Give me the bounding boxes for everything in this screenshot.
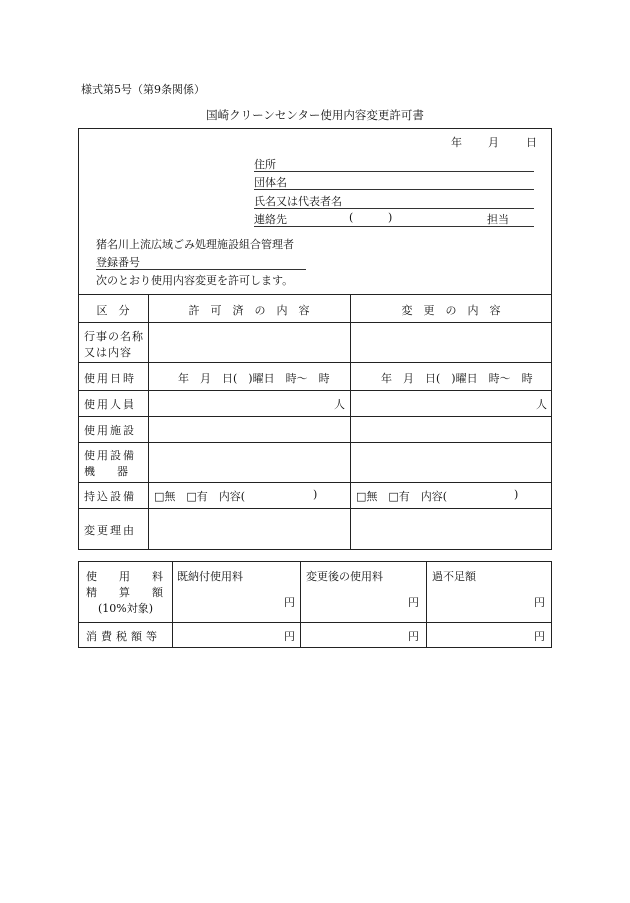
tax-after-yen: 円 xyxy=(408,630,419,643)
address-label: 住所 xyxy=(254,158,276,171)
fee-after-header: 変更後の使用料 xyxy=(306,570,383,583)
row-line xyxy=(78,442,552,443)
row-label-facility: 使用施設 xyxy=(84,424,136,437)
datetime-changed[interactable]: 年 月 日( )曜日 時～ 時 xyxy=(381,372,533,385)
datetime-approved[interactable]: 年 月 日( )曜日 時～ 時 xyxy=(178,372,330,385)
contact-paren-open: ( xyxy=(349,211,354,224)
statement-text: 次のとおり使用内容変更を許可します。 xyxy=(96,274,294,287)
tax-diff-yen: 円 xyxy=(534,630,545,643)
group-label: 団体名 xyxy=(254,176,287,189)
col-line xyxy=(350,294,351,550)
tax-paid-yen: 円 xyxy=(284,630,295,643)
table-top-line xyxy=(78,294,552,295)
bring-changed[interactable]: □無 □有 内容( xyxy=(356,490,448,503)
fee-label-1: 使 用 料 xyxy=(86,570,163,583)
contact-label: 連絡先 xyxy=(254,213,287,226)
fee-col-line xyxy=(426,561,427,648)
header-changed: 変 更 の 内 容 xyxy=(401,304,501,317)
row-label-event-1: 行事の名称 xyxy=(84,330,144,343)
registration-line[interactable] xyxy=(96,269,306,270)
row-line xyxy=(78,322,552,323)
date-month: 月 xyxy=(488,136,499,149)
row-label-bring: 持込設備 xyxy=(84,490,136,503)
row-line xyxy=(78,390,552,391)
person-in-charge-label: 担当 xyxy=(487,213,509,226)
fee-paid-yen: 円 xyxy=(284,596,295,609)
header-approved: 許 可 済 の 内 容 xyxy=(188,304,310,317)
date-day: 日 xyxy=(526,136,537,149)
group-line[interactable] xyxy=(254,189,534,190)
bring-approved[interactable]: □無 □有 内容( xyxy=(154,490,246,503)
row-label-people: 使用人員 xyxy=(84,398,136,411)
row-line xyxy=(78,416,552,417)
people-unit-changed: 人 xyxy=(536,398,547,411)
row-label-datetime: 使用日時 xyxy=(84,372,136,385)
registration-label: 登録番号 xyxy=(96,256,140,269)
row-line xyxy=(78,508,552,509)
fee-diff-header: 過不足額 xyxy=(432,570,476,583)
col-line xyxy=(148,294,149,550)
main-form-box xyxy=(78,128,552,550)
fee-label-3: (10%対象) xyxy=(98,602,154,615)
address-line[interactable] xyxy=(254,171,534,172)
row-line xyxy=(78,482,552,483)
people-unit-approved: 人 xyxy=(334,398,345,411)
issuer-name: 猪名川上流広域ごみ処理施設組合管理者 xyxy=(96,238,294,251)
tax-label: 消費税額等 xyxy=(86,630,161,643)
date-year: 年 xyxy=(451,136,462,149)
row-label-reason: 変更理由 xyxy=(84,524,136,537)
fee-col-line xyxy=(172,561,173,648)
fee-col-line xyxy=(300,561,301,648)
name-line[interactable] xyxy=(254,208,534,209)
header-category: 区 分 xyxy=(96,304,130,317)
row-label-event-2: 又は内容 xyxy=(84,346,132,359)
fee-label-2: 精 算 額 xyxy=(86,586,163,599)
form-number: 様式第5号（第9条関係） xyxy=(81,83,205,96)
fee-diff-yen: 円 xyxy=(534,596,545,609)
row-label-equipment-2: 機 器 xyxy=(84,465,128,478)
row-label-equipment-1: 使用設備 xyxy=(84,449,136,462)
bring-changed-close: ) xyxy=(514,488,519,501)
row-line xyxy=(78,362,552,363)
name-label: 氏名又は代表者名 xyxy=(254,195,342,208)
fee-after-yen: 円 xyxy=(408,596,419,609)
contact-line[interactable] xyxy=(254,226,534,227)
fee-row-line xyxy=(78,622,552,623)
document-title: 国崎クリーンセンター使用内容変更許可書 xyxy=(206,108,424,122)
contact-paren-close: ) xyxy=(388,211,393,224)
bring-approved-close: ) xyxy=(313,488,318,501)
fee-paid-header: 既納付使用料 xyxy=(177,570,243,583)
